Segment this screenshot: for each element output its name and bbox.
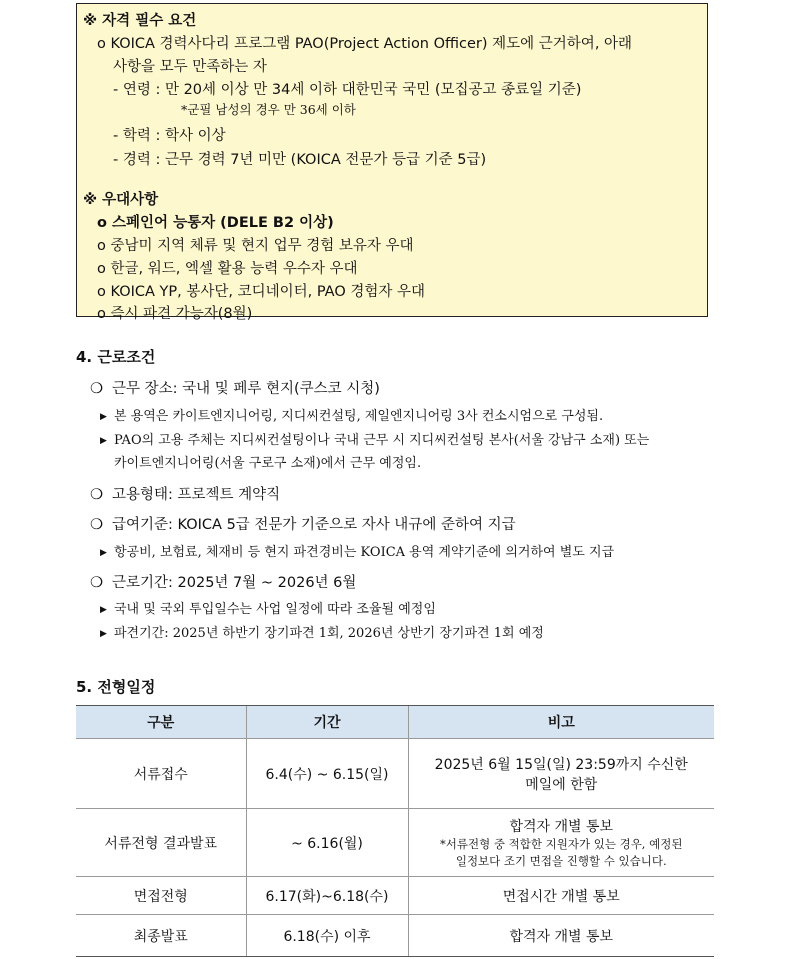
requirement-career: - 경력 : 근무 경력 7년 미만 (KOICA 전문가 등급 기준 5급) [113, 152, 487, 168]
remark-line: 메일에 한함 [525, 776, 598, 793]
period-cell: 6.18(수) 이후 [246, 915, 408, 957]
employment-type-item [90, 483, 280, 504]
table-row [76, 809, 714, 877]
stage-cell: 서류전형 결과발표 [76, 809, 246, 877]
stage-cell: 면접전형 [76, 877, 246, 915]
section4-title: 4. 근로조건 [76, 348, 156, 366]
period-cell: 6.4(수) ~ 6.15(일) [246, 739, 408, 809]
table-row [76, 739, 714, 809]
table-row [76, 877, 714, 915]
work-place-sub [100, 429, 649, 448]
period-cell: 6.17(화)~6.18(수) [246, 877, 408, 915]
remark-cell: 합격자 개별 통보 [408, 915, 714, 957]
period-sub-text: 국내 및 국외 투입일수는 사업 일정에 따라 조율될 예정임 [114, 602, 436, 617]
stage-cell: 최종발표 [76, 915, 246, 957]
preference-item: o 스페인어 능통자 (DELE B2 이상) [97, 215, 334, 231]
salary-sub [100, 541, 614, 560]
remark-line: 합격자 개별 통보 [509, 818, 614, 835]
triangle-bullet-icon: ▶ [100, 629, 107, 639]
table-row [76, 915, 714, 957]
preference-item: o KOICA YP, 봉사단, 코디네이터, PAO 경험자 우대 [97, 284, 425, 300]
remark-cell [408, 809, 714, 877]
remark-note: *서류전형 중 적합한 지원자가 있는 경우, 예정된 [440, 836, 683, 851]
remark-cell: 면접시간 개별 통보 [408, 877, 714, 915]
table-header-row [76, 706, 714, 739]
preference-item: o 즉시 파견 가능자(8월) [97, 306, 253, 322]
work-place-sub [100, 405, 603, 424]
preference-item: o 중남미 지역 체류 및 현지 업무 경험 보유자 우대 [97, 238, 414, 254]
header-stage: 구분 [76, 706, 246, 739]
triangle-bullet-icon: ▶ [100, 436, 107, 446]
requirement-item-cont: 사항을 모두 만족하는 자 [113, 59, 267, 75]
period-sub-text: 파견기간: 2025년 하반기 장기파견 1회, 2026년 상반기 장기파견 1회 예정 [114, 626, 544, 641]
requirement-item: o KOICA 경력사다리 프로그램 PAO(Project Action Officer) 제도에 근거하여, 아래 [97, 36, 633, 52]
remark-line: 2025년 6월 15일(일) 23:59까지 수신한 [434, 756, 688, 773]
remark-note: 일정보다 조기 면접을 진행할 수 있습니다. [455, 853, 667, 868]
preference-item: o 한글, 워드, 엑셀 활용 능력 우수자 우대 [97, 261, 358, 277]
employment-type-text: 고용형태: 프로젝트 계약직 [112, 487, 281, 503]
circle-bullet-icon: ❍ [90, 575, 103, 591]
salary-sub-text: 항공비, 보험료, 체재비 등 현지 파견경비는 KOICA 용역 계약기준에 의거하여 별도 지급 [114, 545, 615, 560]
work-place-text: 근무 장소: 국내 및 페루 현지(쿠스코 시청) [112, 381, 380, 397]
period-cell: ~ 6.16(월) [246, 809, 408, 877]
remark-cell [408, 739, 714, 809]
period-item [90, 571, 356, 592]
requirement-education: - 학력 : 학사 이상 [113, 128, 226, 144]
requirement-age-note: *군필 남성의 경우 만 36세 이하 [181, 102, 356, 117]
stage-cell: 서류접수 [76, 739, 246, 809]
section5-title: 5. 전형일정 [76, 678, 156, 696]
header-period: 기간 [246, 706, 408, 739]
period-sub [100, 622, 544, 641]
work-place-sub-text: 본 용역은 카이트엔지니어링, 지디씨컨설팅, 제일엔지니어링 3사 컨소시엄으로 구성됨. [114, 409, 604, 424]
preference-title: ※ 우대사항 [83, 192, 159, 208]
triangle-bullet-icon: ▶ [100, 548, 107, 558]
requirements-box [76, 3, 708, 322]
requirements-title: ※ 자격 필수 요건 [83, 13, 197, 29]
triangle-bullet-icon: ▶ [100, 605, 107, 615]
work-place-item [90, 377, 380, 398]
salary-item [90, 513, 516, 534]
circle-bullet-icon: ❍ [90, 487, 103, 503]
requirement-age: - 연령 : 만 20세 이상 만 34세 이하 대한민국 국민 (모집공고 종료일 기준) [113, 82, 582, 98]
schedule-table [76, 705, 714, 957]
circle-bullet-icon: ❍ [90, 381, 103, 397]
triangle-bullet-icon: ▶ [100, 412, 107, 422]
circle-bullet-icon: ❍ [90, 517, 103, 533]
work-place-sub-text: PAO의 고용 주체는 지디씨컨설팅이나 국내 근무 시 지디씨컨설팅 본사(서울 강남구 소재) 또는 [114, 433, 650, 448]
salary-text: 급여기준: KOICA 5급 전문가 기준으로 자사 내규에 준하여 지급 [112, 517, 516, 533]
period-text: 근로기간: 2025년 7월 ~ 2026년 6월 [112, 575, 357, 591]
header-remark: 비고 [408, 706, 714, 739]
period-sub [100, 598, 436, 617]
work-place-sub-cont: 카이트엔지니어링(서울 구로구 소재)에서 근무 예정임. [114, 456, 422, 471]
